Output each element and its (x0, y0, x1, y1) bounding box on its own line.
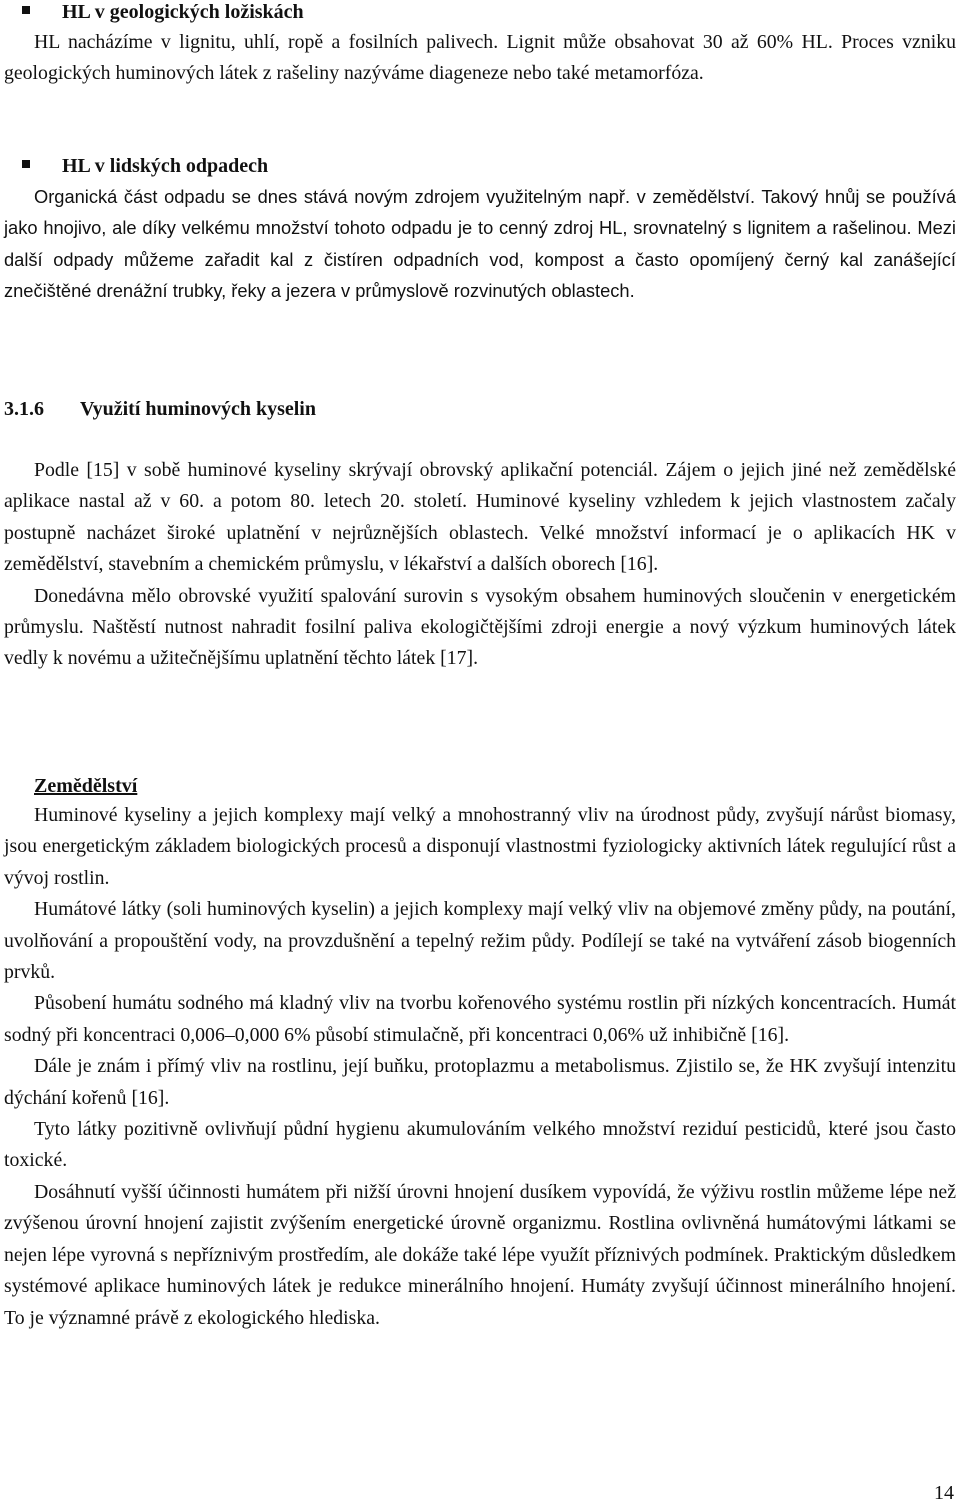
paragraph: HL nacházíme v lignitu, uhlí, ropě a fosilních palivech. Lignit může obsahovat 30 až 60% HL. Proces vzniku geologických huminových látek z rašeliny nazýváme diageneze nebo také metamorfóza. (4, 31, 956, 85)
paragraph: Podle [15] v sobě huminové kyseliny skrývají obrovský aplikační potenciál. Zájem o jejich jiné než zemědělské aplikace nastal až v 60. a potom 80. letech 20. století. Huminové kyseliny vzhledem k jejich vlastnostem začaly postupně nacházet široké uplatnění v nejrůznějších oblastech. Velké množství informací je o aplikacích HK v zemědělství, stavebním a chemickém průmyslu, v lékařství a dalších oborech [16]. (4, 459, 956, 576)
paragraph: Donedávna mělo obrovské využití spalování surovin s vysokým obsahem huminových sloučenin v energetickém průmyslu. Naštěstí nutnost nahradit fosilní paliva ekologičtějšími zdroji energie a nový výzkum huminových látek vedly k novému a užitečnějšímu uplatnění těchto látek [17]. (4, 584, 956, 670)
paragraph: Tyto látky pozitivně ovlivňují půdní hygienu akumulováním velkého množství reziduí pesticidů, které jsou často toxické. (4, 1118, 956, 1172)
bullet-waste-text-block (4, 181, 956, 307)
agriculture-text-block (4, 800, 956, 1334)
paragraph: Organická část odpadu se dnes stává novým zdrojem využitelným např. v zemědělství. Takový hnůj se používá jako hnojivo, ale díky velkému množství tohoto odpadu je to cenný zdroj HL, srovnatelný s lignitem a rašelinou. Mezi další odpady můžeme zařadit kal z čistíren odpadních vod, kompost a často opomíjený černý kal zanášející znečištěné drenážní trubky, řeky a jezera v průmyslově rozvinutých oblastech. (4, 186, 956, 302)
subsection-heading-agriculture: Zemědělství (34, 775, 138, 797)
paragraph: Dále je znám i přímý vliv na rostlinu, její buňku, protoplazmu a metabolismus. Zjistilo se, že HK zvyšují intenzitu dýchání kořenů [16]. (4, 1055, 956, 1109)
section-text-block (4, 455, 956, 675)
paragraph: Huminové kyseliny a jejich komplexy mají velký a mnohostranný vliv na úrodnost půdy, zvyšují nárůst biomasy, jsou energetickým základem biologických procesů a disponují vlastnostmi fyziologicky aktivních látek regulující růst a vývoj rostlin. (4, 804, 956, 889)
section-title: Využití huminových kyselin (80, 398, 316, 420)
square-bullet-icon (22, 6, 30, 14)
section-heading (4, 397, 316, 421)
square-bullet-icon (22, 160, 30, 168)
page-number: 14 (934, 1482, 954, 1504)
paragraph: Působení humátu sodného má kladný vliv na tvorbu kořenového systému rostlin při nízkých koncentracích. Humát sodný při koncentraci 0,006–0,000 6% působí stimulačně, při koncentraci 0,06% už inhibičně [16]. (4, 992, 956, 1046)
section-number: 3.1.6 (4, 398, 44, 420)
paragraph: Humátové látky (soli huminových kyselin) a jejich komplexy mají velký vliv na objemové změny půdy, na poutání, uvolňování a propouštění vody, na provzdušnění a tepelný režim půdy. Podílejí se také na vytváření zásob biogenních prvků. (4, 898, 956, 984)
bullet-heading-waste: HL v lidských odpadech (62, 154, 268, 178)
bullet-geological-text-block (4, 27, 956, 90)
paragraph: Dosáhnutí vyšší účinnosti humátem při nižší úrovni hnojení dusíkem vypovídá, že výživu rostlin můžeme lépe než zvýšenou úrovní hnojení zajistit zvýšením energetické úrovně organizmu. Rostlina ovlivněná humátovými látkami se nejen lépe vyrovná s nepříznivým prostředím, ale dokáže také lépe využít příznivých podmínek. Praktickým důsledkem systémové aplikace huminových látek je redukce minerálního hnojení. Humáty zvyšují účinnost minerálního hnojení. To je významné právě z ekologického hlediska. (4, 1180, 956, 1329)
bullet-heading-geological: HL v geologických ložiskách (62, 0, 304, 24)
